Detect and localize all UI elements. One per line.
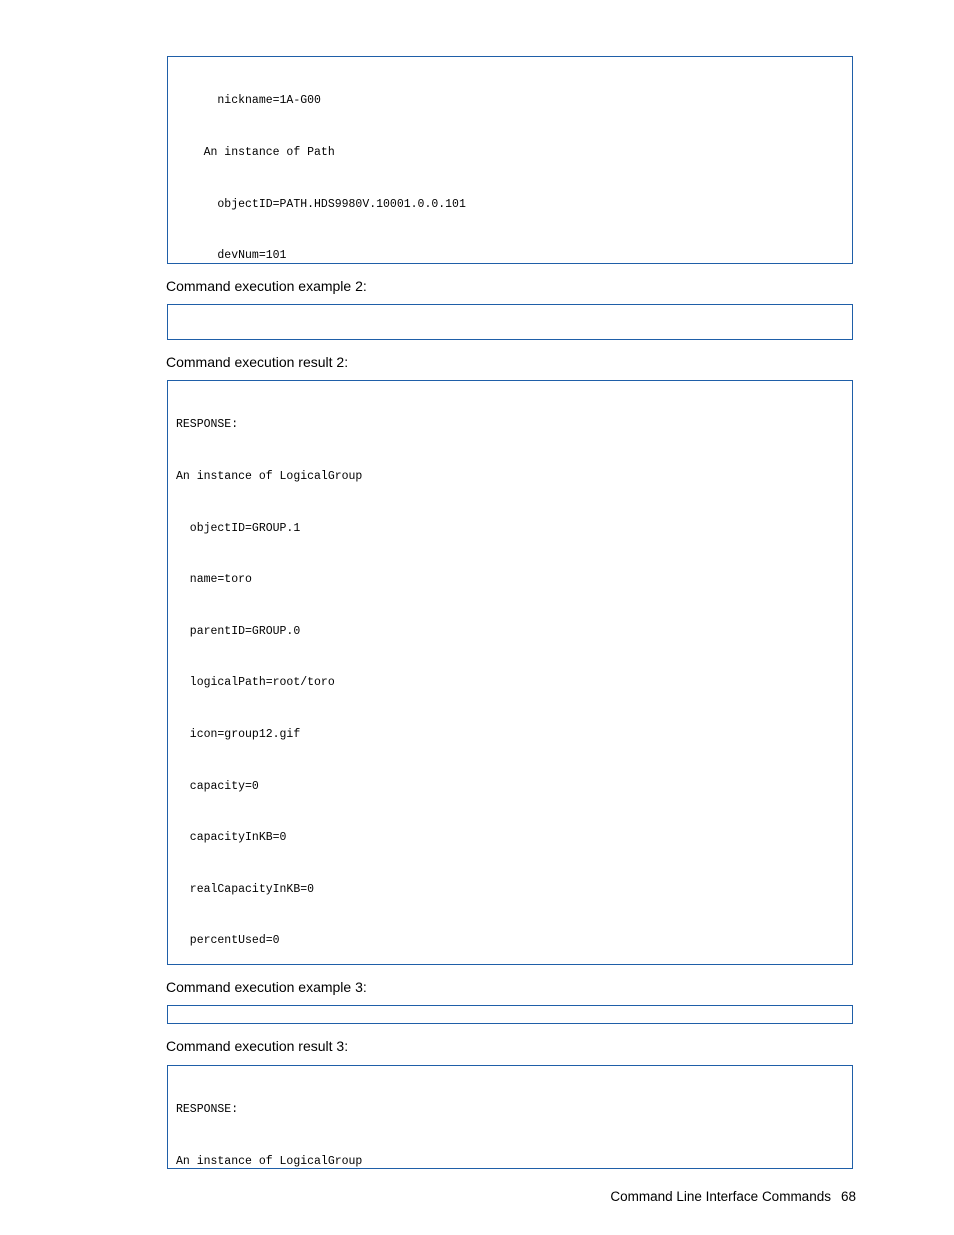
footer-section-title: Command Line Interface Commands [610,1189,831,1204]
code-line: capacity=0 [176,779,259,793]
code-line: objectID=PATH.HDS9980V.10001.0.0.101 [176,197,466,211]
code-block-example-3 [167,1005,853,1024]
code-line: An instance of LogicalGroup [176,470,363,483]
code-line: percentUsed=0 [176,934,280,948]
code-line: devNum=101 [176,249,287,263]
code-line: objectID=GROUP.1 [176,521,301,535]
code-line: logicalPath=root/toro [176,676,335,690]
code-line: nickname=1A-G00 [176,94,321,108]
code-line: capacityInKB=0 [176,831,287,845]
code-block-result-3 [167,1065,853,1169]
caption-example-2: Command execution example 2: [166,278,367,294]
page-number: 68 [840,1189,856,1204]
code-block-result-1-continued [167,56,853,264]
code-line: name=toro [176,573,252,587]
caption-result-2: Command execution result 2: [166,354,349,370]
code-line: parentID=GROUP.0 [176,624,301,638]
page-footer [610,1188,856,1205]
code-block-result-2 [167,380,853,965]
caption-result-3: Command execution result 3: [166,1038,349,1054]
code-line: icon=group12.gif [176,727,301,741]
code-line: An instance of Path [176,146,335,159]
code-line: RESPONSE: [176,418,239,432]
caption-example-3: Command execution example 3: [166,979,367,995]
code-line: RESPONSE: [176,1103,239,1117]
code-line: realCapacityInKB=0 [176,882,315,896]
code-line: An instance of LogicalGroup [176,1155,363,1168]
code-block-example-2 [167,304,853,340]
